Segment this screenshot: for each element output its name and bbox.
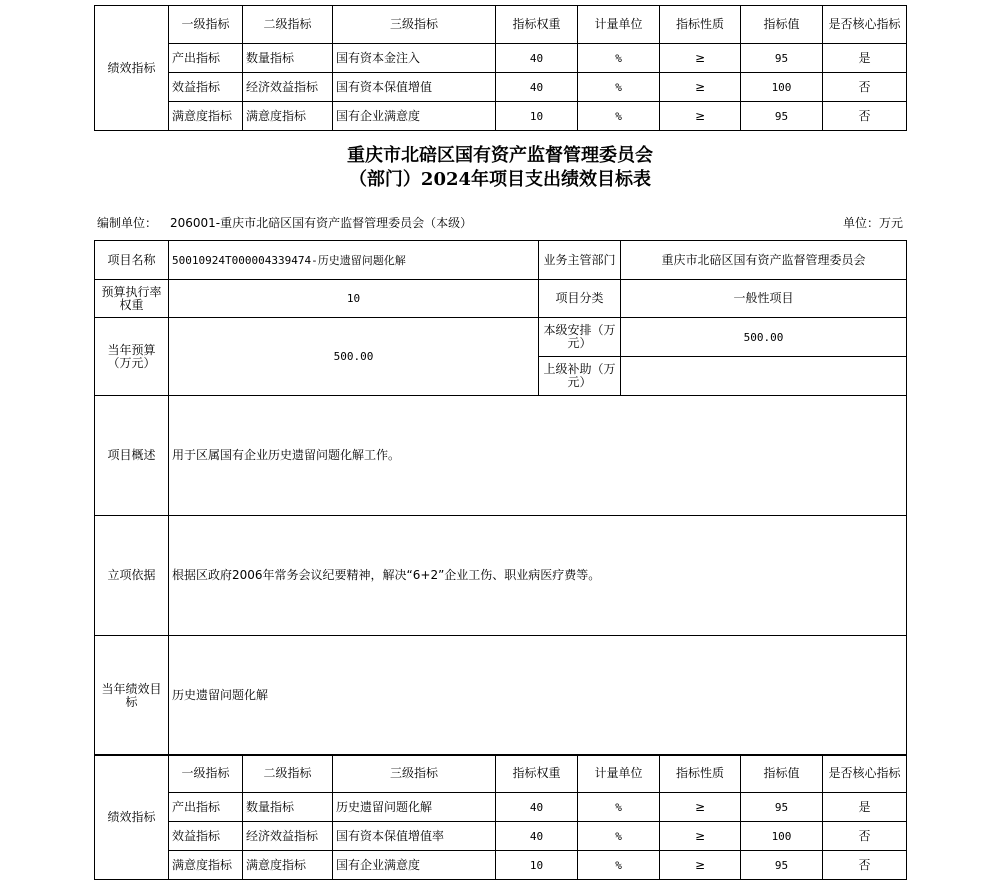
project-name-value: 50010924T000004339474-历史遗留问题化解 <box>169 241 539 280</box>
perf-cell: 40 <box>496 822 578 851</box>
perf-cell: 95 <box>741 102 823 131</box>
perf-cell: 95 <box>741 44 823 73</box>
dept-label: 业务主管部门 <box>539 241 621 280</box>
overview-label: 项目概述 <box>95 396 169 516</box>
weight-label: 预算执行率权重 <box>95 280 169 318</box>
perf-header-cell: 三级指标 <box>333 6 496 44</box>
perf-header-cell: 计量单位 <box>578 6 660 44</box>
perf-cell: 经济效益指标 <box>243 822 333 851</box>
perf-cell: 产出指标 <box>169 44 243 73</box>
unit-text: 单位：万元 <box>842 216 903 230</box>
perf-cell: % <box>578 44 660 73</box>
category-value: 一般性项目 <box>621 280 907 318</box>
perf-cell: 否 <box>823 73 907 102</box>
perf-cell: 40 <box>496 73 578 102</box>
perf-cell: 效益指标 <box>169 822 243 851</box>
perf-cell: 是 <box>823 44 907 73</box>
bottom-perf-label: 绩效指标 <box>95 755 169 880</box>
upper-label: 上级补助（万元） <box>539 357 621 396</box>
perf-header-cell: 一级指标 <box>169 6 243 44</box>
perf-header-cell: 指标值 <box>741 6 823 44</box>
perf-cell: 否 <box>823 851 907 880</box>
basis-label: 立项依据 <box>95 516 169 636</box>
perf-header-cell: 计量单位 <box>578 755 660 793</box>
category-label: 项目分类 <box>539 280 621 318</box>
perf-cell: 满意度指标 <box>243 102 333 131</box>
perf-header-cell: 是否核心指标 <box>823 755 907 793</box>
perf-cell: ≥ <box>660 793 741 822</box>
bottom-perf-table <box>94 754 907 880</box>
perf-cell: 满意度指标 <box>169 102 243 131</box>
perf-cell: 经济效益指标 <box>243 73 333 102</box>
perf-cell: 数量指标 <box>243 44 333 73</box>
compiler-label: 编制单位： <box>97 216 158 230</box>
basis-value: 根据区政府2006年常务会议纪要精神，解决“6+2”企业工伤、职业病医疗费等。 <box>169 516 907 636</box>
table-row <box>95 793 907 822</box>
project-table <box>94 240 907 756</box>
perf-cell: 95 <box>741 793 823 822</box>
table-row <box>95 44 907 73</box>
perf-cell: 国有资本保值增值 <box>333 73 496 102</box>
perf-cell: 国有企业满意度 <box>333 102 496 131</box>
weight-value: 10 <box>169 280 539 318</box>
dept-value: 重庆市北碚区国有资产监督管理委员会 <box>621 241 907 280</box>
perf-cell: % <box>578 822 660 851</box>
perf-header-cell: 三级指标 <box>333 755 496 793</box>
perf-header-cell: 是否核心指标 <box>823 6 907 44</box>
perf-header-cell: 指标值 <box>741 755 823 793</box>
perf-cell: 国有企业满意度 <box>333 851 496 880</box>
perf-cell: % <box>578 73 660 102</box>
perf-cell: 10 <box>496 102 578 131</box>
goal-label: 当年绩效目标 <box>95 636 169 756</box>
budget-value: 500.00 <box>169 318 539 396</box>
overview-value: 用于区属国有企业历史遗留问题化解工作。 <box>169 396 907 516</box>
perf-header-cell: 指标权重 <box>496 755 578 793</box>
perf-cell: ≥ <box>660 44 741 73</box>
perf-cell: ≥ <box>660 102 741 131</box>
local-label: 本级安排（万元） <box>539 318 621 357</box>
perf-cell: % <box>578 851 660 880</box>
top-perf-table <box>94 5 907 131</box>
perf-cell: 40 <box>496 793 578 822</box>
perf-cell: 国有资本金注入 <box>333 44 496 73</box>
perf-cell: 产出指标 <box>169 793 243 822</box>
budget-label: 当年预算（万元） <box>95 318 169 396</box>
perf-header-cell: 指标性质 <box>660 6 741 44</box>
perf-cell: 10 <box>496 851 578 880</box>
project-name-label: 项目名称 <box>95 241 169 280</box>
goal-value: 历史遗留问题化解 <box>169 636 907 756</box>
local-value: 500.00 <box>621 318 907 357</box>
page-title: 重庆市北碚区国有资产监督管理委员会 <box>347 145 653 166</box>
perf-cell: ≥ <box>660 73 741 102</box>
perf-cell: 否 <box>823 102 907 131</box>
perf-cell: 95 <box>741 851 823 880</box>
perf-cell: 数量指标 <box>243 793 333 822</box>
perf-cell: 40 <box>496 44 578 73</box>
table-row <box>95 822 907 851</box>
perf-header-cell: 二级指标 <box>243 755 333 793</box>
page-subtitle: （部门）2024年项目支出绩效目标表 <box>348 169 652 190</box>
perf-cell: 满意度指标 <box>243 851 333 880</box>
table-row <box>95 102 907 131</box>
perf-cell: % <box>578 793 660 822</box>
perf-cell: 历史遗留问题化解 <box>333 793 496 822</box>
perf-cell: 100 <box>741 73 823 102</box>
perf-cell: ≥ <box>660 851 741 880</box>
perf-cell: 100 <box>741 822 823 851</box>
table-row <box>95 851 907 880</box>
table-row <box>95 73 907 102</box>
perf-cell: % <box>578 102 660 131</box>
perf-header-cell: 指标权重 <box>496 6 578 44</box>
perf-cell: ≥ <box>660 822 741 851</box>
upper-value <box>621 357 907 396</box>
perf-header-cell: 一级指标 <box>169 755 243 793</box>
perf-cell: 效益指标 <box>169 73 243 102</box>
compiler-value: 206001-重庆市北碚区国有资产监督管理委员会（本级） <box>170 216 473 230</box>
perf-cell: 国有资本保值增值率 <box>333 822 496 851</box>
perf-cell: 否 <box>823 822 907 851</box>
perf-header-cell: 指标性质 <box>660 755 741 793</box>
perf-cell: 满意度指标 <box>169 851 243 880</box>
perf-cell: 是 <box>823 793 907 822</box>
perf-header-cell: 二级指标 <box>243 6 333 44</box>
top-perf-label: 绩效指标 <box>95 6 169 131</box>
